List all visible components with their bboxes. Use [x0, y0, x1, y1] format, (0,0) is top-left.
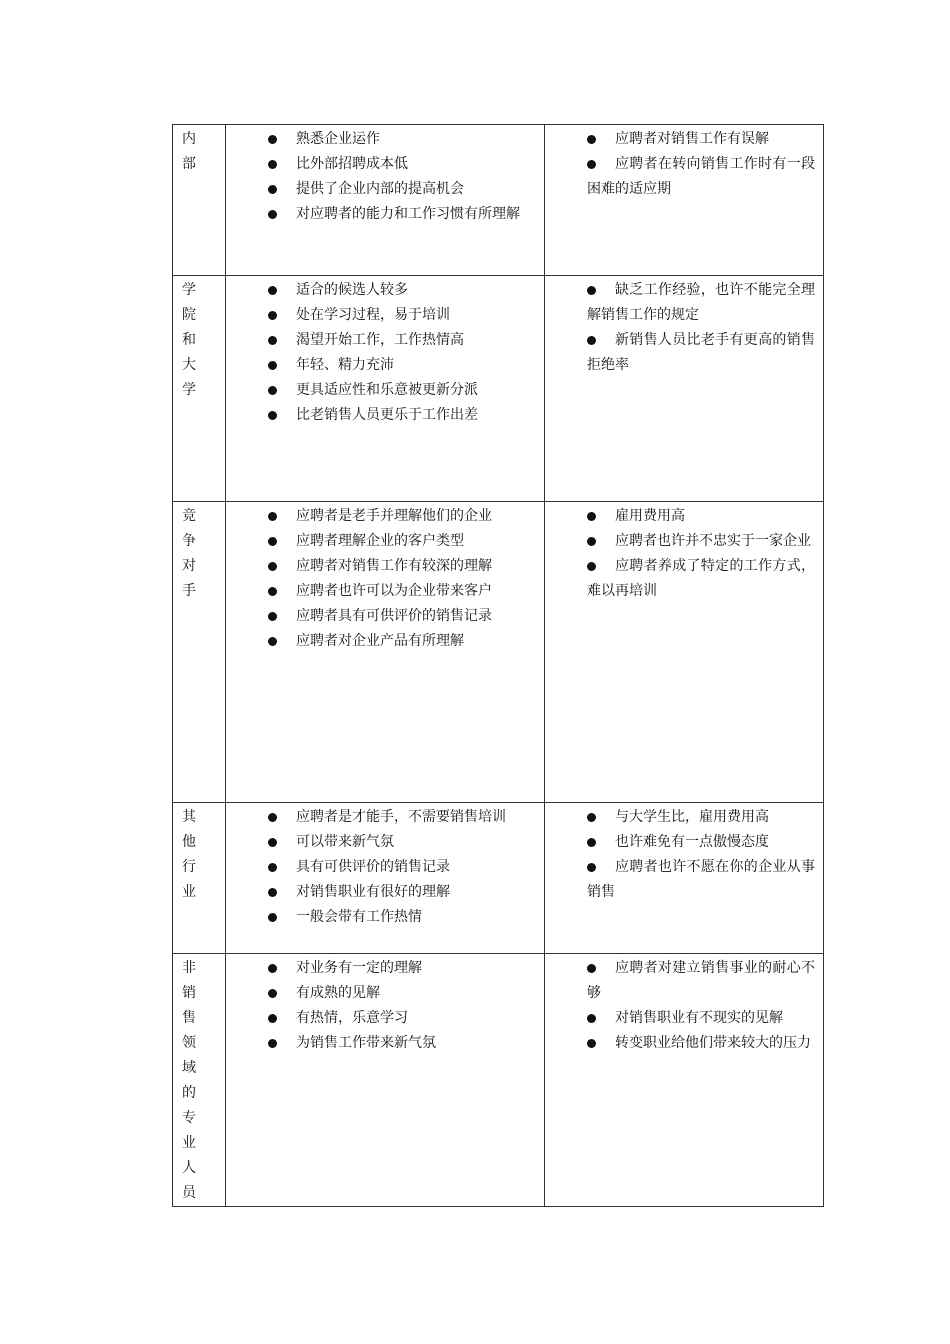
advantage-item: 应聘者对销售工作有较深的理解 — [268, 554, 538, 579]
source-label: 内部 — [182, 131, 208, 172]
table-row — [173, 276, 824, 502]
advantage-item: 应聘者是老手并理解他们的企业 — [268, 504, 538, 529]
disadvantage-item: 缺乏工作经验，也许不能完全理解销售工作的规定 — [587, 278, 815, 328]
advantage-item: 比老销售人员更乐于工作出差 — [268, 403, 538, 428]
source-label: 其他行业 — [182, 809, 208, 900]
table-row — [173, 502, 824, 803]
source-cell — [173, 502, 226, 803]
disadvantage-item: 对销售职业有不现实的见解 — [587, 1006, 815, 1031]
disadvantages-cell — [545, 125, 824, 276]
recruitment-source-table-container — [172, 124, 824, 1207]
advantage-item: 应聘者对企业产品有所理解 — [268, 629, 538, 654]
table-row — [173, 954, 824, 1207]
advantages-cell — [226, 125, 545, 276]
disadvantage-item: 也许难免有一点傲慢态度 — [587, 830, 815, 855]
source-label: 学院和大学 — [182, 282, 208, 398]
disadvantage-item: 应聘者也许不愿在你的企业从事销售 — [587, 855, 815, 905]
disadvantage-item: 应聘者对建立销售事业的耐心不够 — [587, 956, 815, 1006]
advantage-item: 比外部招聘成本低 — [268, 152, 538, 177]
advantage-item: 应聘者理解企业的客户类型 — [268, 529, 538, 554]
advantage-item: 适合的候选人较多 — [268, 278, 538, 303]
advantages-cell — [226, 803, 545, 954]
advantage-item: 熟悉企业运作 — [268, 127, 538, 152]
disadvantage-item: 应聘者养成了特定的工作方式，难以再培训 — [587, 554, 815, 604]
advantage-item: 年轻、精力充沛 — [268, 353, 538, 378]
advantage-item: 对应聘者的能力和工作习惯有所理解 — [268, 202, 538, 227]
source-label: 竞争对手 — [182, 508, 208, 599]
disadvantages-cell — [545, 954, 824, 1207]
disadvantage-item: 新销售人员比老手有更高的销售拒绝率 — [587, 328, 815, 378]
advantage-item: 应聘者是才能手，不需要销售培训 — [268, 805, 538, 830]
disadvantages-cell — [545, 803, 824, 954]
disadvantages-cell — [545, 276, 824, 502]
advantage-item: 具有可供评价的销售记录 — [268, 855, 538, 880]
disadvantage-item: 转变职业给他们带来较大的压力 — [587, 1031, 815, 1056]
advantages-cell — [226, 954, 545, 1207]
advantage-item: 处在学习过程，易于培训 — [268, 303, 538, 328]
disadvantage-item: 与大学生比，雇用费用高 — [587, 805, 815, 830]
advantage-item: 应聘者具有可供评价的销售记录 — [268, 604, 538, 629]
table-row — [173, 125, 824, 276]
advantage-item: 对业务有一定的理解 — [268, 956, 538, 981]
advantage-item: 应聘者也许可以为企业带来客户 — [268, 579, 538, 604]
source-cell — [173, 954, 226, 1207]
advantage-item: 对销售职业有很好的理解 — [268, 880, 538, 905]
advantages-cell — [226, 502, 545, 803]
advantage-item: 有热情，乐意学习 — [268, 1006, 538, 1031]
advantage-item: 有成熟的见解 — [268, 981, 538, 1006]
advantage-item: 渴望开始工作，工作热情高 — [268, 328, 538, 353]
disadvantage-item: 应聘者对销售工作有误解 — [587, 127, 815, 152]
source-cell — [173, 276, 226, 502]
disadvantages-cell — [545, 502, 824, 803]
source-cell — [173, 125, 226, 276]
disadvantage-item: 雇用费用高 — [587, 504, 815, 529]
disadvantage-item: 应聘者在转向销售工作时有一段困难的适应期 — [587, 152, 815, 202]
advantage-item: 可以带来新气氛 — [268, 830, 538, 855]
advantage-item: 更具适应性和乐意被更新分派 — [268, 378, 538, 403]
advantage-item: 提供了企业内部的提高机会 — [268, 177, 538, 202]
disadvantage-item: 应聘者也许并不忠实于一家企业 — [587, 529, 815, 554]
source-label: 非销售领域的专业人员 — [182, 960, 208, 1201]
advantages-cell — [226, 276, 545, 502]
recruitment-source-table — [172, 124, 824, 1207]
advantage-item: 一般会带有工作热情 — [268, 905, 538, 930]
table-row — [173, 803, 824, 954]
advantage-item: 为销售工作带来新气氛 — [268, 1031, 538, 1056]
source-cell — [173, 803, 226, 954]
